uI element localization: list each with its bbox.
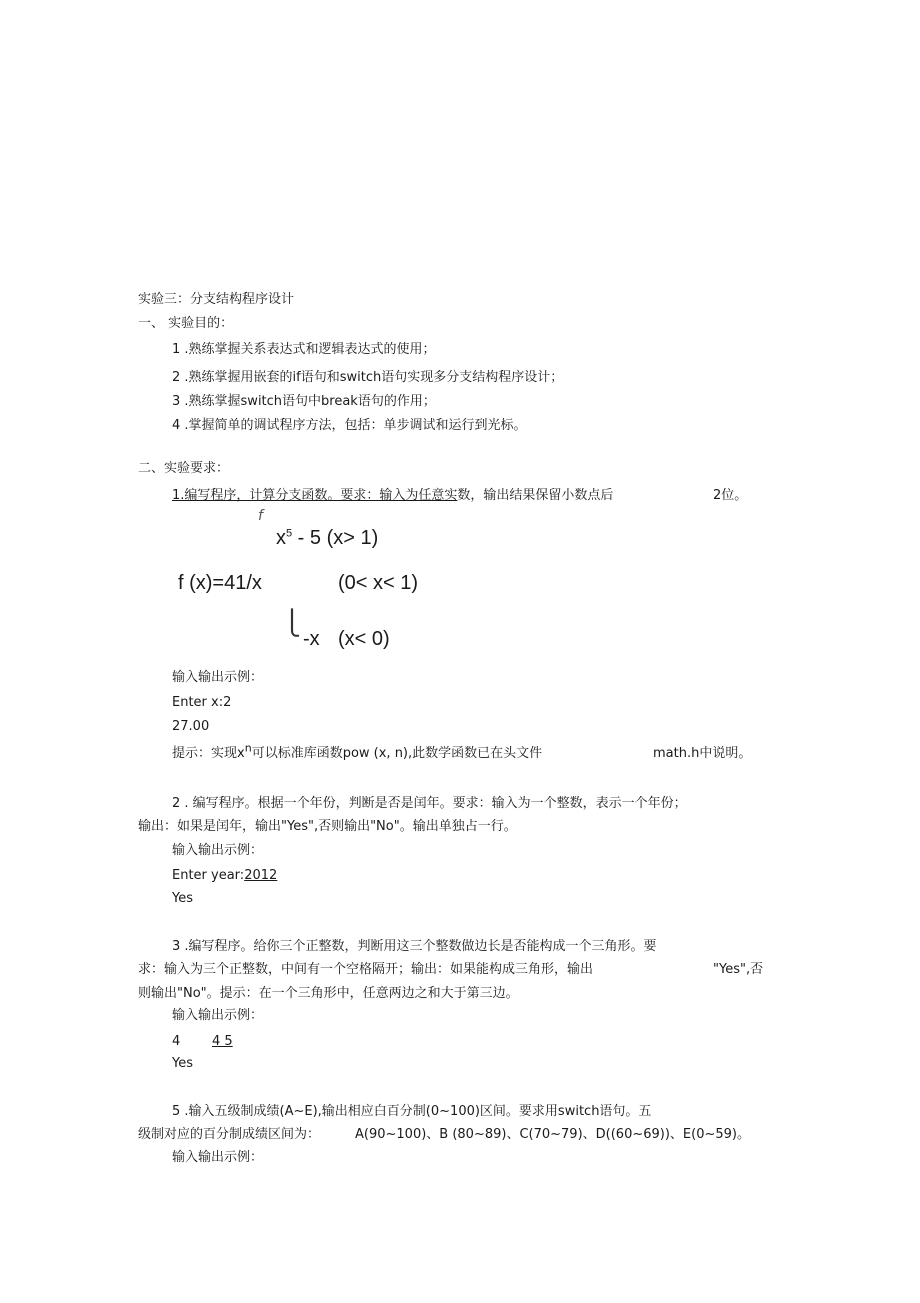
problem-5-example-label: 输入输出示例： [172, 1150, 264, 1165]
problem-1-underlined-text: 1.编写程序，计算分支函数。要求：输入为任意实 [172, 488, 458, 503]
problem-1-line [172, 488, 613, 504]
objective-1: 1 .熟练掌握关系表达式和逻辑表达式的使用； [172, 342, 436, 357]
problem-1-example-input: Enter x:2 [172, 695, 232, 710]
problem-3-line-3: 则输出"No"。提示：在一个三角形中，任意两边之和大于第三边。 [138, 986, 519, 1001]
problem-1-hint-header: math.h中说明。 [653, 746, 752, 761]
doc-title: 实验三：分支结构程序设计 [138, 292, 295, 307]
problem-2-line-1: 2 . 编写程序。根据一个年份，判断是否是闰年。要求：输入为一个整数，表示一个年份； [172, 796, 687, 811]
formula-row-2-condition: (0< x< 1) [338, 572, 419, 594]
problem-3-example-output: Yes [172, 1056, 193, 1071]
problem-1-precision: 2位。 [713, 488, 748, 503]
hint-text-a: 提示：实现x [172, 746, 245, 761]
problem-2-year: 2012 [244, 868, 278, 883]
formula-brace: ⎩ [283, 610, 301, 637]
formula-row-3-condition: (x< 0) [338, 628, 390, 650]
problem-2-example-label: 输入输出示例： [172, 843, 264, 858]
problem-3-line-1: 3 .编写程序。给你三个正整数，判断用这三个整数做边长是否能构成一个三角形。要 [172, 939, 657, 954]
formula-row-3-expression: -x [303, 628, 320, 650]
problem-1-text: 数，输出结果保留小数点后 [457, 488, 614, 503]
section-1-heading: 一、 实验目的： [138, 316, 234, 331]
formula-f-mark: f [258, 508, 263, 524]
formula-row-1-rest: - 5 (x> 1) [292, 527, 379, 549]
formula-row-1 [276, 526, 378, 550]
problem-1-example-label: 输入输出示例： [172, 670, 264, 685]
objective-2: 2 .熟练掌握用嵌套的if语句和switch语句实现多分支结构程序设计； [172, 370, 564, 385]
problem-5-line-1: 5 .输入五级制成绩(A~E),输出相应白百分制(0~100)区间。要求用switch语句。五 [172, 1104, 652, 1119]
formula-row-1-base: x [276, 527, 286, 549]
formula-row-1-exponent: 5 [286, 527, 293, 540]
objective-3: 3 .熟练掌握switch语句中break语句的作用； [172, 394, 436, 409]
problem-3-line-2: 求：输入为三个正整数，中间有一个空格隔开；输出：如果能构成三角形，输出 [138, 962, 594, 977]
formula-row-2-left: f (x)=41/x [178, 572, 262, 594]
problem-3-yes: "Yes",否 [713, 962, 764, 977]
problem-3-example-input-a: 4 [172, 1034, 181, 1049]
problem-1-example-output: 27.00 [172, 719, 210, 734]
problem-2-line-2: 输出：如果是闰年，输出"Yes",否则输出"No"。输出单独占一行。 [138, 819, 517, 834]
problem-2-example-input [172, 868, 277, 884]
problem-2-example-output: Yes [172, 891, 193, 906]
problem-2-prompt: Enter year: [172, 868, 245, 883]
problem-3-example-input-b: 4 5 [212, 1034, 233, 1049]
problem-5-line-2: 级制对应的百分制成绩区间为： [138, 1127, 321, 1142]
problem-3-example-label: 输入输出示例： [172, 1008, 264, 1023]
problem-1-hint [172, 741, 543, 762]
problem-5-grade-ranges: A(90~100)、B (80~89)、C(70~79)、D((60~69))、E(0~59)。 [355, 1127, 750, 1142]
hint-text-b: 可以标准库函数pow (x, n),此数学函数已在头文件 [251, 746, 543, 761]
objective-4: 4 .掌握简单的调试程序方法，包括：单步调试和运行到光标。 [172, 418, 527, 433]
hint-exponent: n [244, 741, 252, 755]
section-2-heading: 二、实验要求： [138, 461, 230, 476]
